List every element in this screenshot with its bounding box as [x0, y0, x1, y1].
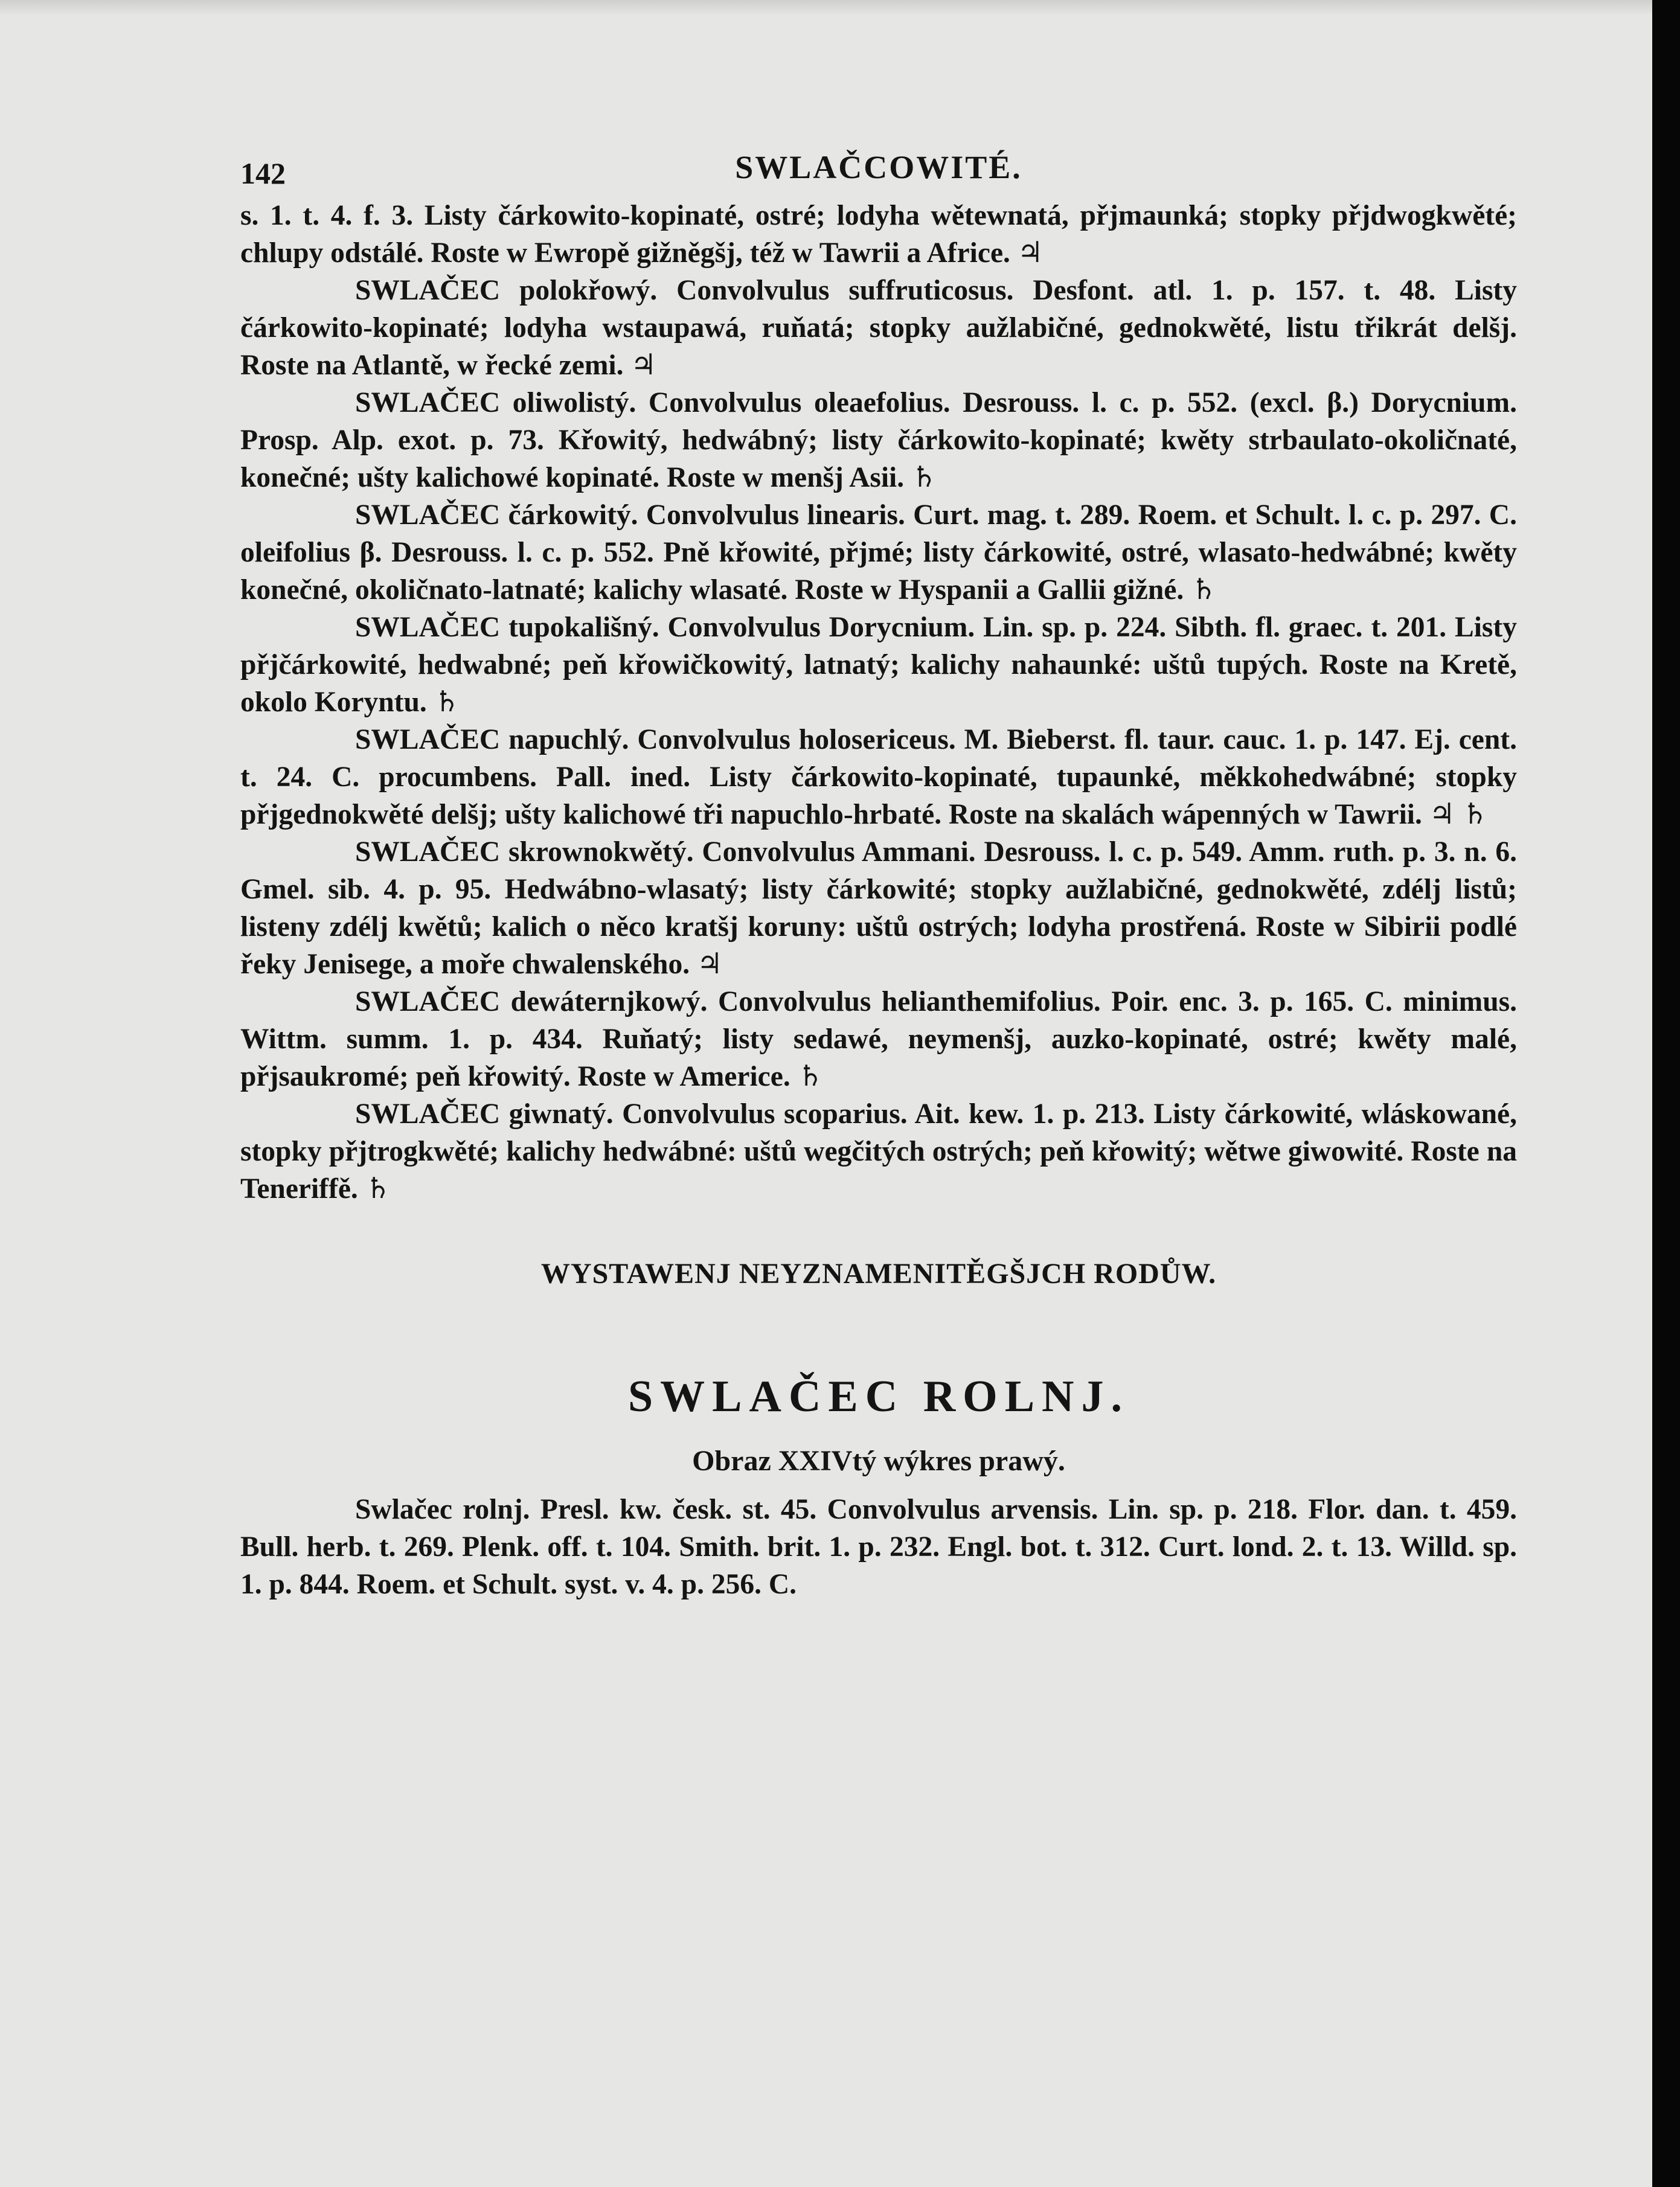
scan-top-shadow	[0, 0, 1680, 16]
section-heading: WYSTAWENJ NEYZNAMENITĚGŠJCH RODŮW.	[540, 1258, 1217, 1290]
entry-oliwolisty: SWLAČEC oliwolistý. Convolvulus oleaefolius. Desrouss. l. c. p. 552. (excl. β.) Dorycnium. Prosp. Alp. exot. p. 73. Křowitý, hedwábný; listy čárkowito-kopinaté; kwěty strbaulato-okoličnaté, konečné; ušty kalichowé kopinaté. Roste w menšj Asii. ♄	[240, 387, 1517, 493]
entry-skrownokwety: SWLAČEC skrownokwětý. Convolvulus Ammani. Desrouss. l. c. p. 549. Amm. ruth. p. 3. n. 6. Gmel. sib. 4. p. 95. Hedwábno-wlasatý; listy čárkowité; stopky aužlabičné, gednokwěté, zdélj listů; listeny zdélj kwětů; kalich o něco kratšj koruny: uštů ostrých; lodyha prostřená. Roste w Sibirii podlé řeky Jenisege, a moře chwalenského. ♃	[240, 836, 1517, 980]
entry-polokrowy: SWLAČEC polokřowý. Convolvulus suffruticosus. Desfont. atl. 1. p. 157. t. 48. Listy čárkowito-kopinaté; lodyha wstaupawá, ruňatá; stopky aužlabičné, gednokwěté, listu třikrát delšj. Roste na Atlantě, w řecké zemi. ♃	[240, 275, 1517, 381]
entry-carry-over: s. 1. t. 4. f. 3. Listy čárkowito-kopinaté, ostré; lodyha wětewnatá, přjmaunká; stopky přjdwogkwěté; chlupy odstálé. Roste w Ewropě gižněgšj, též w Tawrii a Africe. ♃	[240, 200, 1517, 269]
plate-reference: Obraz XXIVtý wýkres prawý.	[692, 1445, 1065, 1477]
running-head	[240, 142, 1517, 197]
scan-right-border	[1652, 0, 1680, 2187]
entry-dewaternjkowy: SWLAČEC dewáternjkowý. Convolvulus helianthemifolius. Poir. enc. 3. p. 165. C. minimus. Wittm. summ. 1. p. 434. Ruňatý; listy sedawé, neymenšj, auzko-kopinaté, ostré; kwěty malé, přjsaukromé; peň křowitý. Roste w Americe. ♄	[240, 986, 1517, 1092]
entry-napuchly: SWLAČEC napuchlý. Convolvulus holosericeus. M. Bieberst. fl. taur. cauc. 1. p. 147. Ej. cent. t. 24. C. procumbens. Pall. ined. Listy čárkowito-kopinaté, tupaunké, měkkohedwábné; stopky přjgednokwěté delšj; ušty kalichowé tři napuchlo-hrbaté. Roste na skalách wápenných w Tawrii. ♃ ♄	[240, 724, 1517, 830]
running-title: SWLAČCOWITÉ.	[735, 149, 1022, 185]
plant-title: SWLAČEC ROLNJ.	[628, 1372, 1129, 1421]
entry-carkowity: SWLAČEC čárkowitý. Convolvulus linearis. Curt. mag. t. 289. Roem. et Schult. l. c. p. 297. C. oleifolius β. Desrouss. l. c. p. 552. Pně křowité, přjmé; listy čárkowité, ostré, wlasato-hedwábné; kwěty konečné, okoličnato-latnaté; kalichy wlasaté. Roste w Hyspanii a Gallii gižné. ♄	[240, 499, 1517, 606]
book-page	[240, 142, 1517, 1603]
entry-giwnaty: SWLAČEC giwnatý. Convolvulus scoparius. Ait. kew. 1. p. 213. Listy čárkowité, wláskowané, stopky přjtrogkwěté; kalichy hedwábné: uštů wegčitých ostrých; peň křowitý; wětwe giwowité. Roste na Teneriffě. ♄	[240, 1098, 1517, 1205]
page-number: 142	[240, 156, 286, 190]
entry-tupokalisny: SWLAČEC tupokališný. Convolvulus Dorycnium. Lin. sp. p. 224. Sibth. fl. graec. t. 201. Listy přjčárkowité, hedwabné; peň křowičkowitý, latnatý; kalichy nahaunké: uštů tupých. Roste na Kretě, okolo Koryntu. ♄	[240, 612, 1517, 718]
plant-synonymy: Swlačec rolnj. Presl. kw. česk. st. 45. Convolvulus arvensis. Lin. sp. p. 218. Flor. dan. t. 459. Bull. herb. t. 269. Plenk. off. t. 104. Smith. brit. 1. p. 232. Engl. bot. t. 312. Curt. lond. 2. t. 13. Willd. sp. 1. p. 844. Roem. et Schult. syst. v. 4. p. 256. C.	[240, 1494, 1517, 1600]
